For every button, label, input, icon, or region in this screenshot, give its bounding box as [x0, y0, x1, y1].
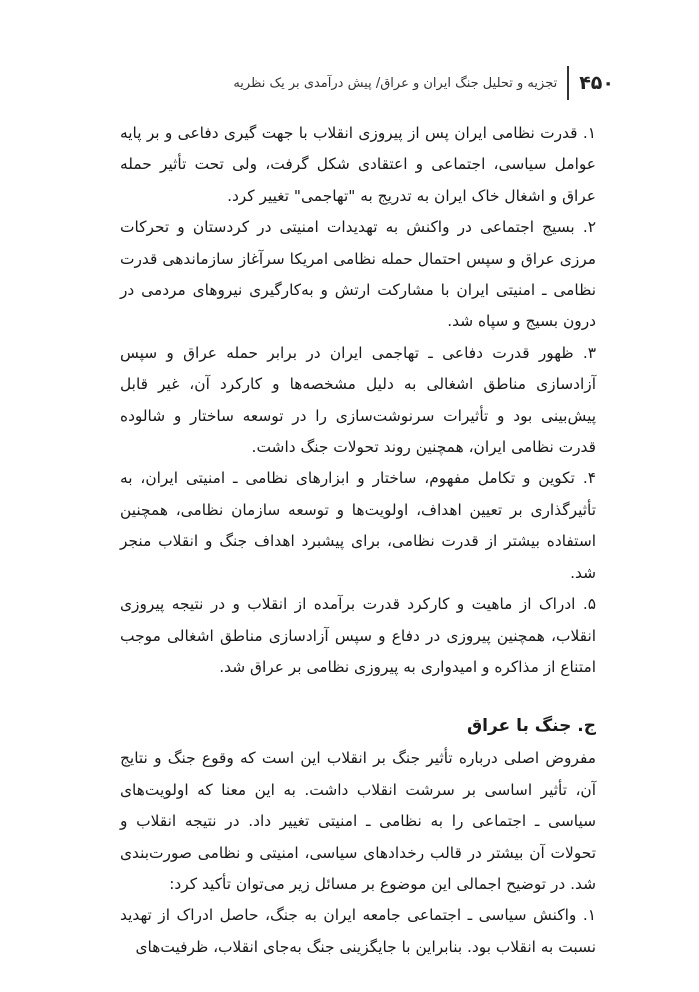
running-title: تجزیه و تحلیل جنگ ایران و عراق/ پیش درآمدی بر یک نظریه	[233, 75, 558, 91]
section-intro: مفروض اصلی درباره تأثیر جنگ بر انقلاب این است که وقوع جنگ و نتایج آن، تأثیر اساسی بر سرشت انقلاب داشت. به این معنا که اولویت‌های سیاسی ـ اجتماعی را به نظامی ـ امنیتی تغییر داد. در نتیجه انقلاب و تحولات آن بیشتر در قالب رخدادهای سیاسی، امنیتی و نظامی صورت‌بندی شد. در توضیح اجمالی این موضوع بر مسائل زیر می‌توان تأکید کرد:	[120, 749, 596, 893]
list-item: ۵. ادراک از ماهیت و کارکرد قدرت برآمده از انقلاب و در نتیجه پیروزی انقلاب، همچنین پیروزی در دفاع و سپس آزادسازی مناطق اشغالی موجب امتناع از مذاکره و امیدواری به پیروزی نظامی بر عراق شد.	[120, 595, 596, 676]
list-item: ۳. ظهور قدرت دفاعی ـ تهاجمی ایران در برابر حمله عراق و سپس آزادسازی مناطق اشغالی به دلیل مشخصه‌ها و کارکرد آن، غیر قابل پیش‌بینی بود و تأثیرات سرنوشت‌سازی را در توسعه ساختار و شالوده قدرت نظامی ایران، همچنین روند تحولات جنگ داشت.	[120, 343, 596, 457]
page-number: ۴۵۰	[579, 72, 614, 94]
header-divider	[567, 66, 569, 100]
section-heading: ج. جنگ با عراق	[466, 716, 596, 737]
list-item: ۲. بسیج اجتماعی در واکنش به تهدیدات امنیتی در کردستان و تحرکات مرزی عراق و سپس احتمال حمله نظامی امریکا سرآغاز سازماندهی قدرت نظامی ـ امنیتی ایران با مشارکت ارتش و به‌کارگیری نیروهای مردمی در درون بسیج و سپاه شد.	[120, 218, 596, 331]
list-item: ۴. تکوین و تکامل مفهوم، ساختار و ابزارهای نظامی ـ امنیتی ایران، به تأثیرگذاری بر تعیین اهداف، اولویت‌ها و توسعه سازمان نظامی، همچنین استفاده بیشتر از قدرت نظامی، برای پیشبرد اهداف جنگ و انقلاب منجر شد.	[120, 469, 596, 582]
list-item: ۱. قدرت نظامی ایران پس از پیروزی انقلاب با جهت گیری دفاعی و بر پایه عوامل سیاسی، اجتماعی و اعتقادی شکل گرفت، ولی تحت تأثیر حمله عراق و اشغال خاک ایران به تدریج به "تهاجمی" تغییر کرد.	[120, 124, 596, 205]
list-item: ۱. واکنش سیاسی ـ اجتماعی جامعه ایران به جنگ، حاصل ادراک از تهدید نسبت به انقلاب بود. بنابراین با جایگزینی جنگ به‌جای انقلاب، ظرفیت‌های	[120, 906, 596, 956]
page-header	[216, 66, 614, 100]
page-body	[120, 118, 596, 963]
